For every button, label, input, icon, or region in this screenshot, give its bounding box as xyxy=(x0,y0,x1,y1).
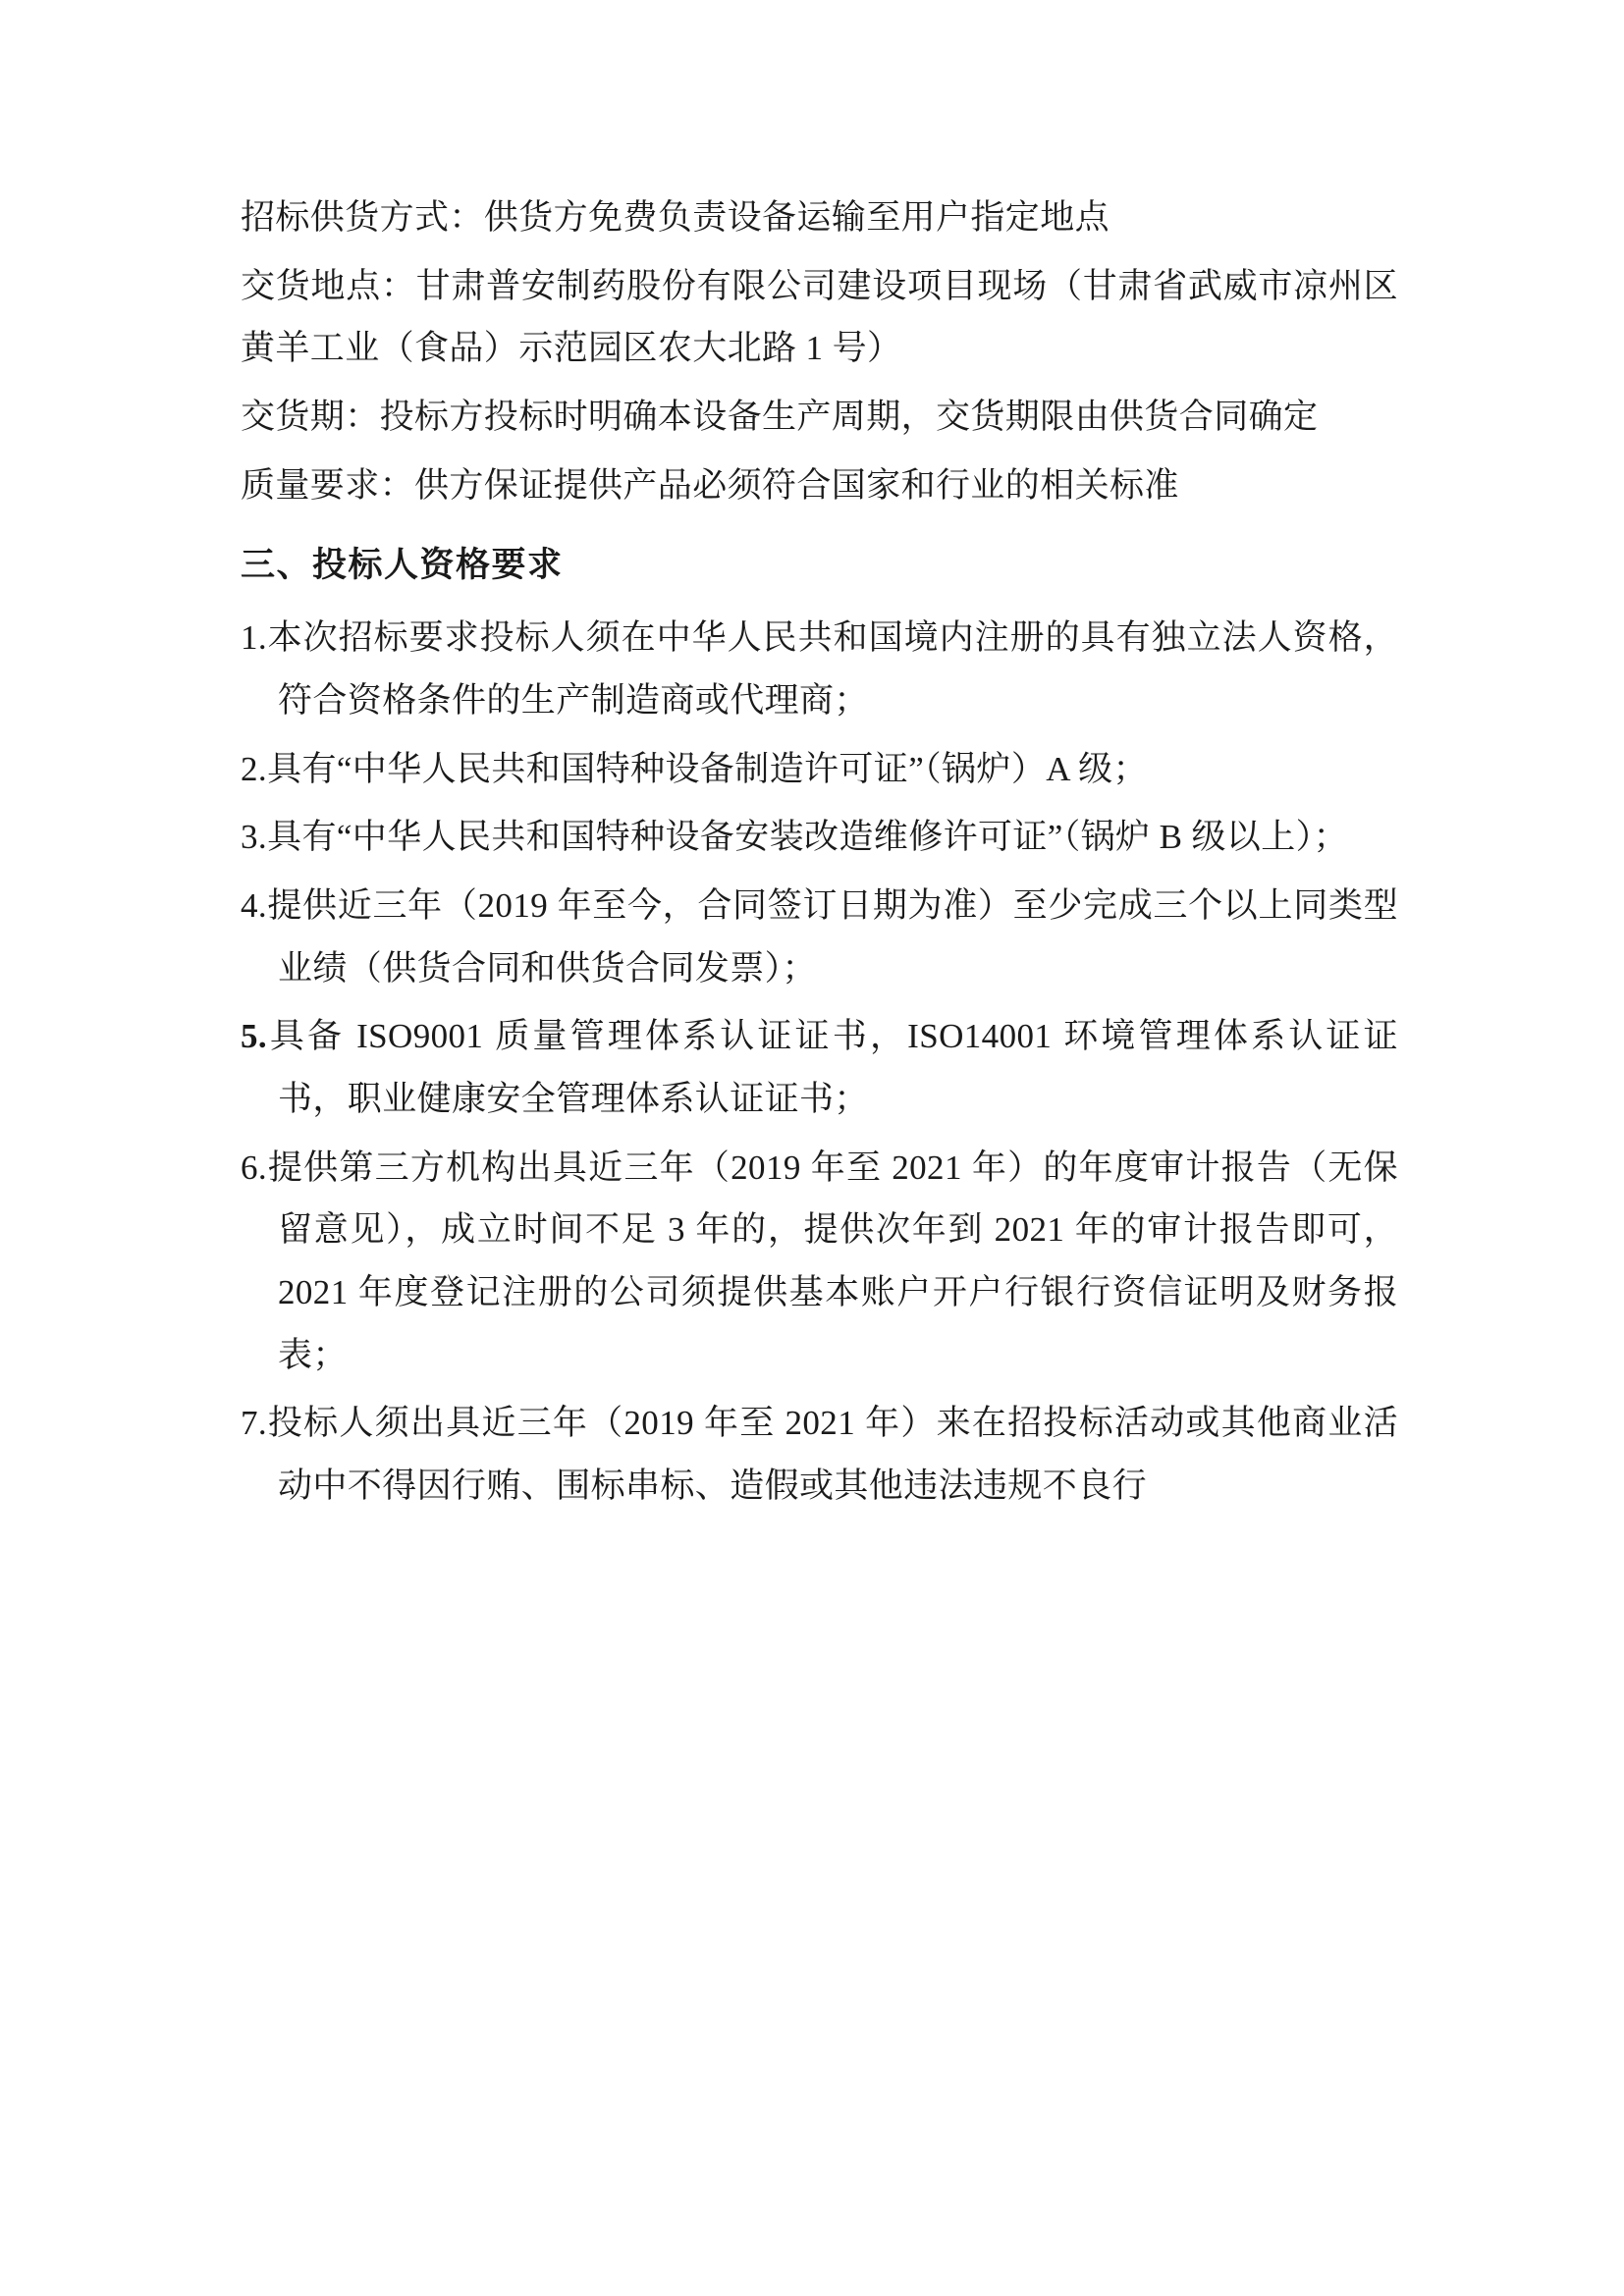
document-body xyxy=(241,187,1398,1518)
requirement-text-3: 具有“中华人民共和国特种设备安装改造维修许可证”（锅炉 B 级以上）； xyxy=(267,818,1348,857)
requirement-item-7 xyxy=(241,1392,1398,1517)
section-heading-bidder-qualification: 三、投标人资格要求 xyxy=(241,546,564,585)
requirement-text-7: 投标人须出具近三年（2019 年至 2021 年）来在招投标活动或其他商业活动中不得因行贿、围标串标、造假或其他违法违规不良行 xyxy=(267,1404,1398,1506)
requirement-text-6: 提供第三方机构出具近三年（2019 年至 2021 年）的年度审计报告（无保留意见），成立时间不足 3 年的，提供次年到 2021 年的审计报告即可，2021 年度登记注册的公司须提供基本账户开户行银行资信证明及财务报表； xyxy=(267,1148,1398,1374)
paragraph-delivery-period: 交货期：投标方投标时明确本设备生产周期，交货期限由供货合同确定 xyxy=(241,398,1319,437)
requirement-number-6: 6. xyxy=(241,1148,268,1187)
requirement-item-5 xyxy=(241,1005,1398,1130)
requirement-text-2: 具有“中华人民共和国特种设备制造许可证”（锅炉）A 级； xyxy=(267,749,1148,788)
requirement-number-2: 2. xyxy=(241,749,268,788)
requirement-text-4: 提供近三年（2019 年至今，合同签订日期为准）至少完成三个以上同类型业绩（供货合同和供货合同发票）； xyxy=(267,885,1398,988)
paragraph-quality-requirement: 质量要求：供方保证提供产品必须符合国家和行业的相关标准 xyxy=(241,465,1179,505)
requirement-number-7: 7. xyxy=(241,1404,268,1443)
paragraph-delivery-place: 交货地点：甘肃普安制药股份有限公司建设项目现场（甘肃省武威市凉州区黄羊工业（食品）示范园区农大北路 1 号） xyxy=(241,266,1398,368)
requirement-item-3 xyxy=(241,806,1398,869)
requirement-number-4: 4. xyxy=(241,885,268,925)
paragraph-supply-method: 招标供货方式：供货方免费负责设备运输至用户指定地点 xyxy=(241,198,1110,237)
requirement-item-1 xyxy=(241,607,1398,731)
requirement-text-1: 本次招标要求投标人须在中华人民共和国境内注册的具有独立法人资格，符合资格条件的生产制造商或代理商； xyxy=(267,618,1398,720)
requirement-item-6 xyxy=(241,1137,1398,1387)
requirement-item-2 xyxy=(241,738,1398,801)
requirement-number-3: 3. xyxy=(241,818,268,857)
requirement-text-5: 具备 ISO9001 质量管理体系认证证书，ISO14001 环境管理体系认证证书，职业健康安全管理体系认证证书； xyxy=(267,1017,1398,1118)
requirement-number-5: 5. xyxy=(241,1017,268,1056)
requirement-item-4 xyxy=(241,875,1398,999)
requirement-number-1: 1. xyxy=(241,618,268,658)
